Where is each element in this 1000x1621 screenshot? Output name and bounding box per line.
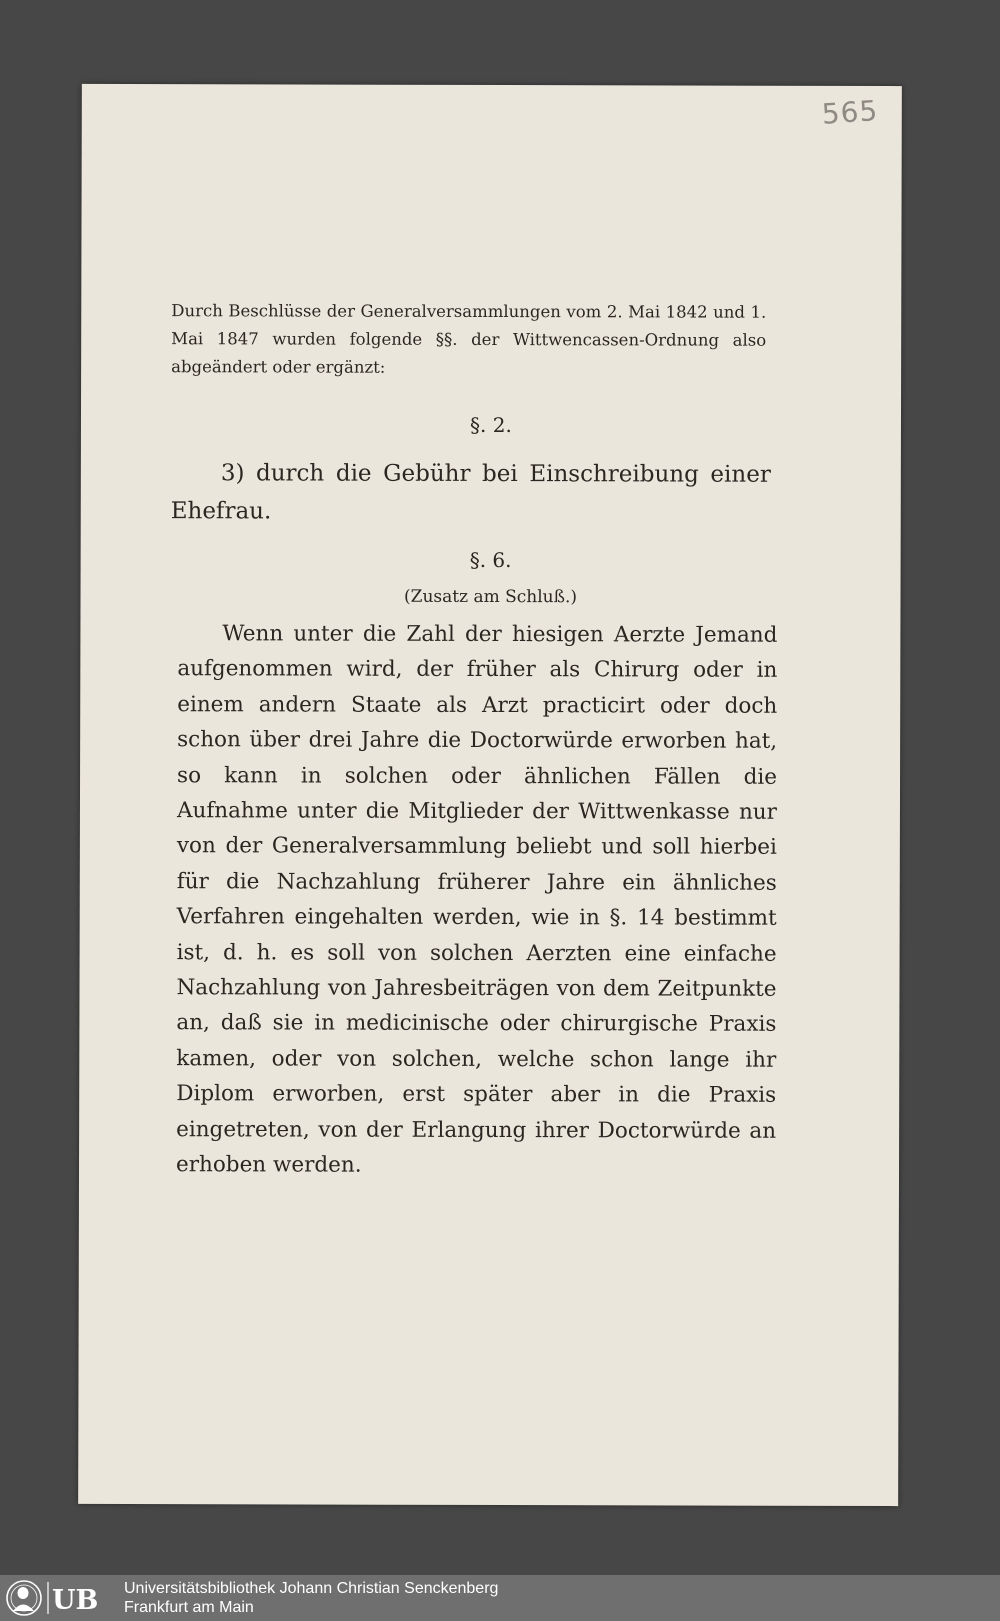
document-page: [78, 84, 902, 1506]
footer-bar: [0, 1575, 1000, 1621]
section-6-heading: §. 6.: [469, 547, 512, 573]
section-2-heading: §. 2.: [470, 412, 512, 438]
library-credit: [124, 1579, 498, 1617]
page-number-annotation: 565: [820, 94, 879, 131]
intro-paragraph: Durch Beschlüsse der Generalversammlungen vom 2. Mai 1842 und 1. Mai 1847 wurden folgende §§. der Wittwencassen-Ordnung also abgeändert oder ergänzt:: [171, 301, 767, 377]
library-name: Universitätsbibliothek Johann Christian Senckenberg: [124, 1580, 499, 1597]
logo-ub-text: UB: [52, 1585, 99, 1616]
university-library-logo: [0, 1578, 116, 1618]
section-6-subheading: (Zusatz am Schluß.): [403, 586, 578, 608]
library-city: Frankfurt am Main: [124, 1599, 254, 1616]
section-6-paragraph: Wenn unter die Zahl der hiesigen Aerzte Jemand aufgenommen wird, der früher als Chirurg oder in einem andern Staate als Arzt practicirt oder doch schon über drei Jahre die Doctorwürde erworben hat, so kann in solchen oder ähnlichen Fällen die Aufnahme unter die Mitglieder der Wittwenkasse nur von der Generalversammlung beliebt und soll hierbei für die Nachzahlung früherer Jahre ein ähnliches Verfahren eingehalten werden, wie in §. 14 bestimmt ist, d. h. es soll von solchen Aerzten eine einfache Nachzahlung von Jahresbeiträgen von dem Zeitpunkte an, daß sie in medicinische oder chirurgische Praxis kamen, oder von solchen, welche schon lange ihr Diplom erworben, erst später aber in die Praxis eingetreten, von der Erlangung ihrer Doctorwürde an erhoben werden.: [175, 621, 778, 1178]
section-2-paragraph: 3) durch die Gebühr bei Einschreibung einer Ehefrau.: [170, 460, 771, 525]
